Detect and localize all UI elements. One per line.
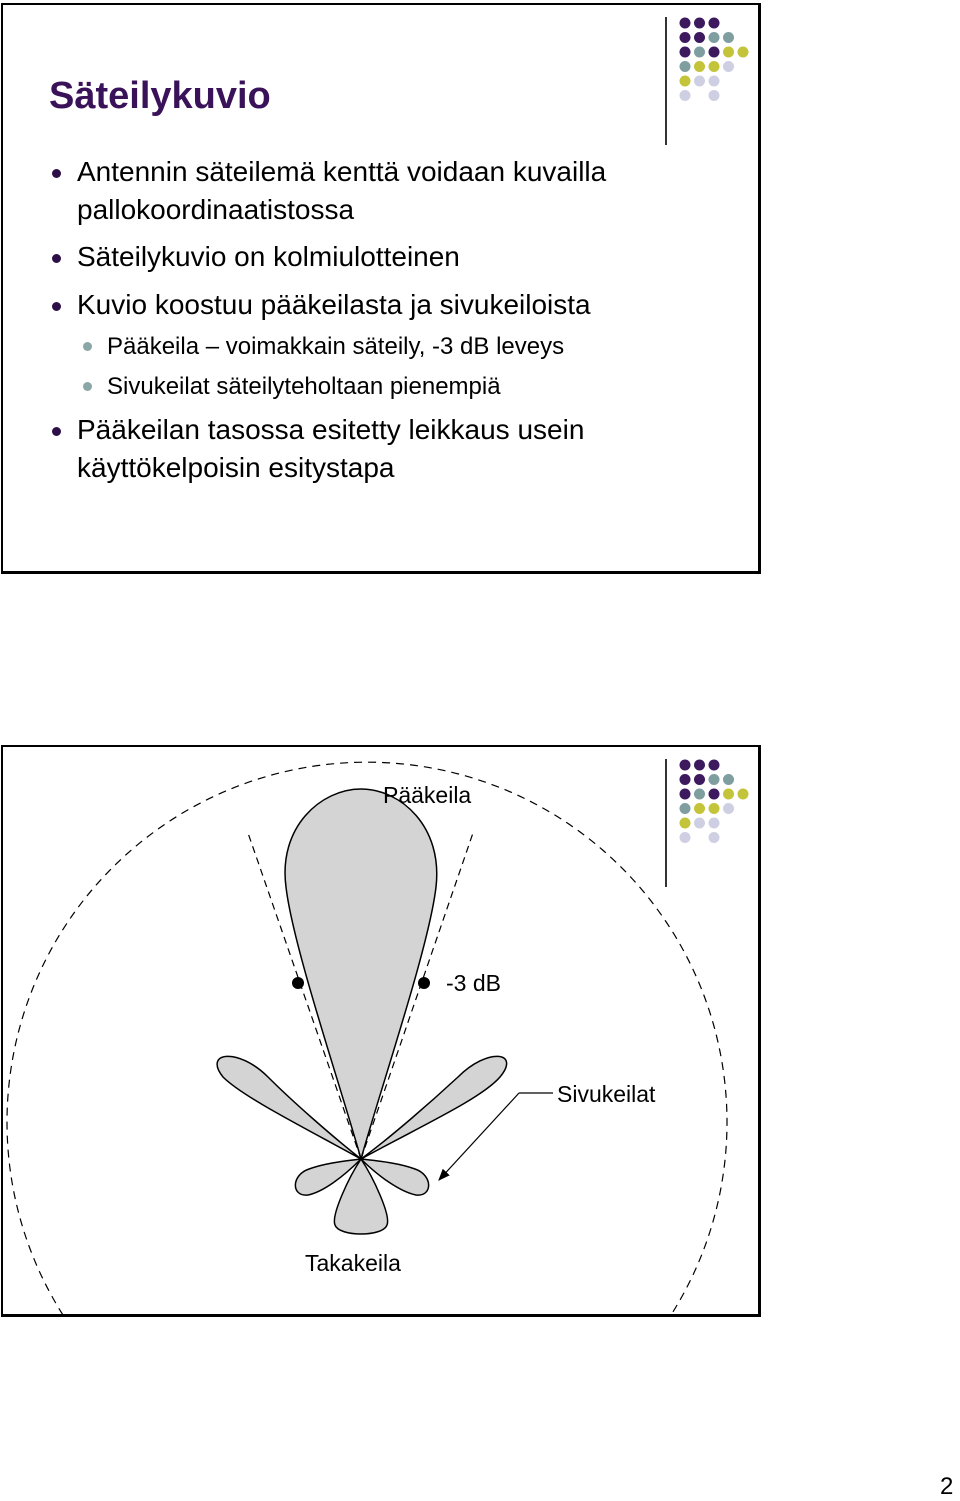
bullet-dot-icon: [52, 302, 61, 311]
decorative-dot: [680, 90, 691, 101]
decorative-dot: [680, 47, 691, 58]
decorative-dot: [709, 61, 720, 72]
decorative-dot: [709, 90, 720, 101]
decorative-dot: [694, 61, 705, 72]
minus3db-point-left: [292, 977, 304, 989]
bullet-text: Sivukeilat säteilyteholtaan pienempiä: [107, 373, 501, 400]
slide-1: [1, 3, 761, 574]
bullet-item: [77, 238, 460, 276]
bullet-dot-icon: [83, 342, 92, 351]
decorative-dot-grid-icon: [675, 13, 765, 128]
decorative-dot: [709, 18, 720, 29]
main-lobe-shape: [285, 789, 437, 1159]
bullet-dot-icon: [52, 169, 61, 178]
bullet-text: Antennin säteilemä kenttä voidaan kuvailla: [77, 156, 607, 187]
slide-2: [1, 745, 761, 1317]
bullet-text: Pääkeila – voimakkain säteily, -3 dB leveys: [107, 333, 565, 360]
back-lobe-label: Takakeila: [305, 1250, 401, 1276]
decorative-dot: [723, 61, 734, 72]
bullet-dot-icon: [52, 427, 61, 436]
decorative-dot: [694, 32, 705, 43]
decorative-dot: [680, 32, 691, 43]
bullet-dot-icon: [52, 254, 61, 263]
bullet-item: [77, 153, 606, 229]
bullet-text: Säteilykuvio on kolmiulotteinen: [77, 241, 460, 272]
decorative-dot: [680, 76, 691, 87]
decorative-dot: [694, 47, 705, 58]
sub-bullet-item: [107, 328, 564, 366]
decorative-dot: [723, 47, 734, 58]
decorative-dot: [680, 18, 691, 29]
bullet-item: [77, 411, 584, 487]
decorative-dot: [709, 32, 720, 43]
decorative-dot: [709, 47, 720, 58]
slide-title: Säteilykuvio: [49, 75, 271, 117]
title-divider-line: [665, 17, 667, 145]
radiation-pattern-diagram: [3, 747, 759, 1315]
decorative-dot: [694, 76, 705, 87]
main-lobe-label: Pääkeila: [383, 782, 472, 808]
page-number: 2: [940, 1473, 954, 1500]
decorative-dot: [709, 76, 720, 87]
decorative-dot: [694, 18, 705, 29]
bullet-item: [77, 286, 591, 324]
minus3db-label: -3 dB: [446, 970, 501, 996]
decorative-dot: [723, 32, 734, 43]
bullet-dot-icon: [83, 382, 92, 391]
bullet-text-continued: pallokoordinaatistossa: [77, 194, 355, 225]
decorative-dot: [680, 61, 691, 72]
sub-bullet-item: [107, 368, 501, 406]
side-lobes-label: Sivukeilat: [557, 1081, 656, 1107]
bullet-text-continued: käyttökelpoisin esitystapa: [77, 452, 395, 483]
minus3db-point-right: [418, 977, 430, 989]
bullet-text: Kuvio koostuu pääkeilasta ja sivukeiloista: [77, 289, 591, 320]
bullet-text: Pääkeilan tasossa esitetty leikkaus usein: [77, 414, 585, 445]
decorative-dot: [738, 47, 749, 58]
